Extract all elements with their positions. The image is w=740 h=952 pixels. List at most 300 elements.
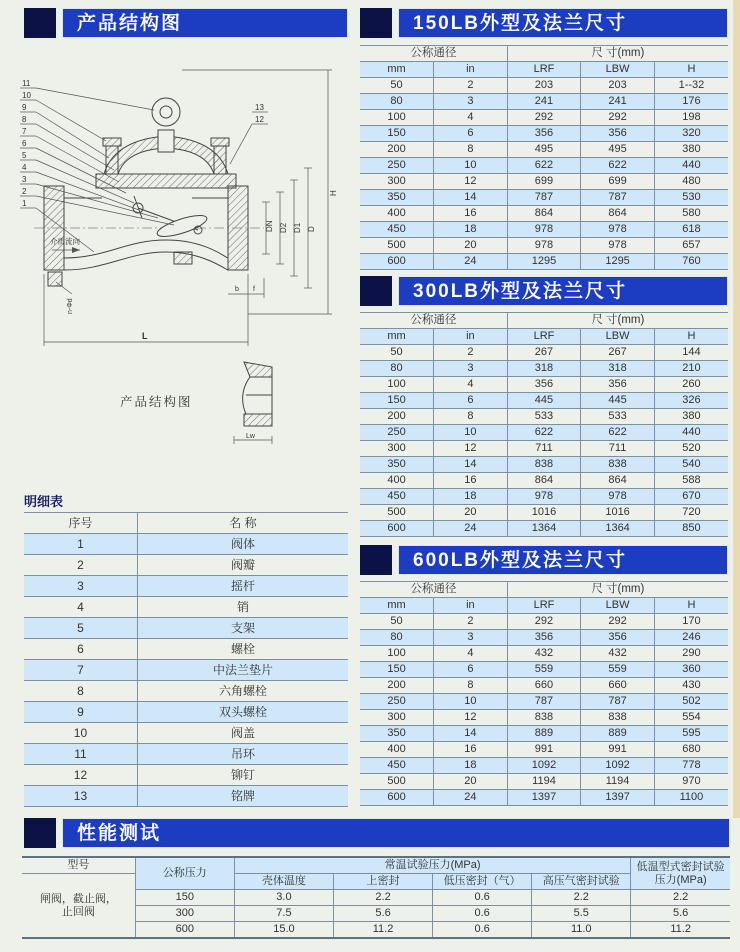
table-row — [360, 726, 728, 742]
section-title-300lb: 300LB外型及法兰尺寸 — [413, 281, 628, 302]
table-cell: 10 — [24, 723, 137, 744]
lowtemp-header: 低温型式密封试验 压力(MPa) — [631, 857, 730, 890]
table-300lb — [360, 312, 728, 537]
table-cell: 356 — [507, 377, 581, 393]
table-row — [24, 723, 348, 744]
table-cell: 4 — [434, 646, 508, 662]
table-cell: 14 — [434, 457, 508, 473]
table-cell: 430 — [654, 678, 728, 694]
table-cell: 50 — [360, 78, 434, 94]
table-cell: 3 — [434, 630, 508, 646]
model-header: 型号 — [22, 857, 135, 874]
parts-col-no: 序号 — [24, 513, 137, 534]
cell: 7.5 — [234, 906, 333, 922]
table-row — [360, 425, 728, 441]
table-cell: 554 — [654, 710, 728, 726]
table-cell: 24 — [434, 254, 508, 270]
table-row — [360, 222, 728, 238]
col-in: in — [434, 329, 508, 345]
table-cell: 250 — [360, 694, 434, 710]
col-h: H — [654, 598, 728, 614]
lifting-eye — [152, 98, 180, 126]
stud-bolt-left — [106, 146, 118, 174]
table-cell: 864 — [507, 206, 581, 222]
table-cell: 8 — [434, 678, 508, 694]
callout-label: 6 — [22, 139, 27, 148]
pressure-header: 公称压力 — [135, 857, 234, 890]
parts-list-title: 明细表 — [24, 494, 64, 509]
table-cell: 铭牌 — [137, 786, 348, 807]
table-cell: 12 — [24, 765, 137, 786]
callout-label: 3 — [22, 175, 27, 184]
table-cell: 销 — [137, 597, 348, 618]
cell: 600 — [135, 922, 234, 939]
table-cell: 150 — [360, 662, 434, 678]
table-cell: 300 — [360, 441, 434, 457]
table-cell: 24 — [434, 521, 508, 537]
callout-label: 5 — [22, 151, 27, 160]
table-cell: 400 — [360, 206, 434, 222]
table-cell: 978 — [581, 222, 655, 238]
col-lbw: LBW — [581, 62, 655, 78]
table-cell: 432 — [581, 646, 655, 662]
table-cell: 978 — [507, 222, 581, 238]
table-cell: 480 — [654, 174, 728, 190]
table-cell: 吊环 — [137, 744, 348, 765]
table-cell: 864 — [507, 473, 581, 489]
table-cell: 350 — [360, 190, 434, 206]
table-cell: 600 — [360, 790, 434, 806]
table-cell: 16 — [434, 473, 508, 489]
table-cell: 991 — [507, 742, 581, 758]
table-cell: 838 — [581, 457, 655, 473]
table-cell: 350 — [360, 726, 434, 742]
table-cell: 螺栓 — [137, 639, 348, 660]
dimension-labels — [67, 190, 338, 440]
table-row — [360, 710, 728, 726]
table-cell: 445 — [507, 393, 581, 409]
table-cell: 1397 — [581, 790, 655, 806]
shell-test-header: 壳体温度 — [234, 874, 333, 890]
table-row — [24, 618, 348, 639]
table-cell: 600 — [360, 254, 434, 270]
col-mm: mm — [360, 62, 434, 78]
section-title-performance: 性能测试 — [77, 823, 162, 844]
table-row — [360, 694, 728, 710]
lowpressure-seal-header: 低压密封（气） — [433, 874, 532, 890]
table-cell: 铆钉 — [137, 765, 348, 786]
table-row — [24, 765, 348, 786]
table-cell: 699 — [581, 174, 655, 190]
table-cell: 9 — [24, 702, 137, 723]
table-cell: 970 — [654, 774, 728, 790]
callout-label: 9 — [22, 103, 27, 112]
ambient-test-group-header: 常温试验压力(MPa) — [234, 857, 630, 874]
col-lbw: LBW — [581, 598, 655, 614]
table-cell: 450 — [360, 489, 434, 505]
table-row — [360, 158, 728, 174]
table-cell: 533 — [581, 409, 655, 425]
upper-seal-header: 上密封 — [333, 874, 432, 890]
table-row — [360, 78, 728, 94]
table-row — [360, 630, 728, 646]
table-cell: 864 — [581, 206, 655, 222]
table-cell: 1 — [24, 534, 137, 555]
table-row — [360, 126, 728, 142]
table-cell: 838 — [581, 710, 655, 726]
group-header-size: 尺 寸(mm) — [507, 582, 728, 598]
table-cell: 978 — [581, 489, 655, 505]
dim-label-l: L — [142, 331, 148, 341]
table-cell: 400 — [360, 742, 434, 758]
table-cell: 622 — [581, 158, 655, 174]
table-cell: 356 — [581, 126, 655, 142]
table-cell: 24 — [434, 790, 508, 806]
table-cell: 495 — [581, 142, 655, 158]
table-cell: 200 — [360, 678, 434, 694]
table-cell: 445 — [581, 393, 655, 409]
table-cell: 80 — [360, 94, 434, 110]
col-lbw: LBW — [581, 329, 655, 345]
table-cell: 1092 — [507, 758, 581, 774]
table-150lb — [360, 45, 728, 270]
table-cell: 6 — [434, 662, 508, 678]
table-cell: 778 — [654, 758, 728, 774]
table-cell: 440 — [654, 425, 728, 441]
table-row — [24, 534, 348, 555]
cell: 5.6 — [333, 906, 432, 922]
group-header-dn: 公称通径 — [360, 313, 507, 329]
table-cell: 502 — [654, 694, 728, 710]
col-h: H — [654, 62, 728, 78]
table-row — [24, 576, 348, 597]
group-header-dn: 公称通径 — [360, 46, 507, 62]
table-cell: 356 — [507, 126, 581, 142]
table-cell: 5 — [24, 618, 137, 639]
table-row — [360, 361, 728, 377]
table-cell: 3 — [24, 576, 137, 597]
callout-label: 11 — [22, 79, 31, 88]
table-cell: 711 — [507, 441, 581, 457]
table-cell: 8 — [434, 409, 508, 425]
table-cell: 1092 — [581, 758, 655, 774]
table-cell: 559 — [507, 662, 581, 678]
header-accent-square — [24, 818, 56, 848]
table-row — [360, 142, 728, 158]
table-row — [360, 646, 728, 662]
table-cell: 350 — [360, 457, 434, 473]
drawing-caption: 产品结构图 — [120, 395, 193, 409]
table-row — [360, 206, 728, 222]
table-cell: 200 — [360, 142, 434, 158]
group-header-dn: 公称通径 — [360, 582, 507, 598]
group-header-size: 尺 寸(mm) — [507, 313, 728, 329]
table-cell: 14 — [434, 190, 508, 206]
cell: 0.6 — [433, 922, 532, 939]
flow-arrow — [72, 247, 80, 253]
dim-label-lw: Lw — [246, 433, 255, 440]
column-header-row — [360, 598, 728, 614]
table-row — [24, 786, 348, 807]
table-cell: 699 — [507, 174, 581, 190]
table-cell: 618 — [654, 222, 728, 238]
section-header-structure — [24, 8, 348, 38]
table-600lb — [360, 581, 728, 806]
table-cell: 20 — [434, 238, 508, 254]
table-cell: 10 — [434, 425, 508, 441]
table-cell: 300 — [360, 174, 434, 190]
table-cell: 16 — [434, 206, 508, 222]
table-cell: 660 — [507, 678, 581, 694]
table-cell: 787 — [581, 190, 655, 206]
table-cell: 1016 — [581, 505, 655, 521]
table-cell: 4 — [434, 377, 508, 393]
table-row — [360, 758, 728, 774]
cell: 2.2 — [333, 890, 432, 906]
cell: 5.6 — [631, 906, 730, 922]
table-cell: 阀体 — [137, 534, 348, 555]
cell: 11.2 — [631, 922, 730, 939]
table-cell: 356 — [581, 377, 655, 393]
table-row — [360, 614, 728, 630]
table-cell: 8 — [434, 142, 508, 158]
table-cell: 198 — [654, 110, 728, 126]
table-cell: 241 — [507, 94, 581, 110]
table-row — [360, 505, 728, 521]
table-cell: 533 — [507, 409, 581, 425]
table-cell: 4 — [24, 597, 137, 618]
table-cell: 500 — [360, 774, 434, 790]
col-lrf: LRF — [507, 62, 581, 78]
table-cell: 660 — [581, 678, 655, 694]
table-cell: 559 — [581, 662, 655, 678]
callout-label: 2 — [22, 187, 27, 196]
table-row — [360, 774, 728, 790]
table-row — [360, 457, 728, 473]
table-row — [360, 521, 728, 537]
group-header-row — [360, 313, 728, 329]
table-cell: 530 — [654, 190, 728, 206]
table-cell: 中法兰垫片 — [137, 660, 348, 681]
group-header-row — [360, 582, 728, 598]
table-cell: 1016 — [507, 505, 581, 521]
table-cell: 440 — [654, 158, 728, 174]
table-row — [360, 742, 728, 758]
table-cell: 双头螺栓 — [137, 702, 348, 723]
table-cell: 622 — [507, 425, 581, 441]
table-cell: 267 — [581, 345, 655, 361]
table-row — [360, 409, 728, 425]
cell: 0.6 — [433, 890, 532, 906]
table-cell: 18 — [434, 222, 508, 238]
table-cell: 20 — [434, 774, 508, 790]
cell: 0.6 — [433, 906, 532, 922]
perf-header-row-2 — [22, 874, 730, 890]
table-cell: 978 — [581, 238, 655, 254]
section-header-performance — [24, 818, 730, 848]
table-cell: 1295 — [581, 254, 655, 270]
scan-edge-artifact — [733, 0, 740, 818]
callout-label: 7 — [22, 127, 27, 136]
header-accent-square — [24, 8, 56, 38]
table-cell: 摇杆 — [137, 576, 348, 597]
callout-label: 13 — [255, 103, 264, 112]
table-cell: 670 — [654, 489, 728, 505]
dim-label-d1: D1 — [293, 222, 302, 233]
section-title-structure: 产品结构图 — [77, 13, 183, 34]
table-cell: 267 — [507, 345, 581, 361]
parts-list-table — [24, 512, 348, 807]
table-cell: 203 — [581, 78, 655, 94]
table-cell: 760 — [654, 254, 728, 270]
table-cell: 356 — [581, 630, 655, 646]
table-cell: 978 — [507, 238, 581, 254]
table-cell: 2 — [434, 78, 508, 94]
col-in: in — [434, 598, 508, 614]
table-cell: 326 — [654, 393, 728, 409]
table-cell: 864 — [581, 473, 655, 489]
table-row — [360, 377, 728, 393]
table-cell: 380 — [654, 409, 728, 425]
table-cell: 680 — [654, 742, 728, 758]
cell: 2.2 — [631, 890, 730, 906]
callout-label: 4 — [22, 163, 27, 172]
table-cell: 1364 — [581, 521, 655, 537]
column-header-row — [360, 329, 728, 345]
table-cell: 6 — [434, 126, 508, 142]
cell: 11.0 — [532, 922, 631, 939]
table-cell: 200 — [360, 409, 434, 425]
table-cell: 292 — [581, 110, 655, 126]
table-cell: 6 — [434, 393, 508, 409]
table-cell: 838 — [507, 457, 581, 473]
table-row — [360, 393, 728, 409]
table-cell: 1364 — [507, 521, 581, 537]
table-cell: 356 — [507, 630, 581, 646]
flow-direction-label: 介质流向 — [50, 237, 80, 246]
table-cell: 3 — [434, 361, 508, 377]
table-cell: 阀瓣 — [137, 555, 348, 576]
table-cell: 13 — [24, 786, 137, 807]
table-row — [24, 597, 348, 618]
table-cell: 657 — [654, 238, 728, 254]
table-cell: 1--32 — [654, 78, 728, 94]
table-cell: 978 — [507, 489, 581, 505]
table-cell: 250 — [360, 425, 434, 441]
table-cell: 720 — [654, 505, 728, 521]
callout-label: 12 — [255, 115, 264, 124]
cell: 5.5 — [532, 906, 631, 922]
table-cell: 12 — [434, 710, 508, 726]
table-row — [24, 639, 348, 660]
table-row — [360, 238, 728, 254]
table-cell: 1295 — [507, 254, 581, 270]
section-header-300lb — [360, 276, 728, 306]
table-row — [360, 441, 728, 457]
highpressure-gas-header: 高压气密封试验 — [532, 874, 631, 890]
table-cell: 六角螺栓 — [137, 681, 348, 702]
table-cell: 580 — [654, 206, 728, 222]
table-cell: 290 — [654, 646, 728, 662]
table-row — [360, 345, 728, 361]
section-title-150lb: 150LB外型及法兰尺寸 — [413, 13, 628, 34]
weld-end-detail — [234, 362, 272, 444]
table-cell: 7 — [24, 660, 137, 681]
dim-label-h: H — [329, 190, 338, 196]
table-cell: 2 — [434, 345, 508, 361]
table-cell: 支架 — [137, 618, 348, 639]
table-cell: 150 — [360, 126, 434, 142]
table-cell: 3 — [434, 94, 508, 110]
table-cell: 12 — [434, 174, 508, 190]
parts-col-name: 名 称 — [137, 513, 348, 534]
table-cell: 292 — [507, 614, 581, 630]
table-cell: 889 — [581, 726, 655, 742]
table-row — [360, 190, 728, 206]
table-cell: 787 — [507, 694, 581, 710]
table-row — [24, 702, 348, 723]
table-cell: 18 — [434, 489, 508, 505]
cell: 15.0 — [234, 922, 333, 939]
table-cell: 170 — [654, 614, 728, 630]
table-cell: 阀盖 — [137, 723, 348, 744]
table-cell: 320 — [654, 126, 728, 142]
stud-bolt-right — [214, 146, 226, 174]
section-title-600lb: 600LB外型及法兰尺寸 — [413, 550, 628, 571]
table-cell: 360 — [654, 662, 728, 678]
section-header-600lb — [360, 545, 728, 575]
table-cell: 16 — [434, 742, 508, 758]
table-cell: 10 — [434, 158, 508, 174]
table-cell: 1100 — [654, 790, 728, 806]
table-cell: 711 — [581, 441, 655, 457]
table-cell: 991 — [581, 742, 655, 758]
table-cell: 20 — [434, 505, 508, 521]
table-cell: 246 — [654, 630, 728, 646]
table-cell: 622 — [507, 158, 581, 174]
dim-label-f: f — [253, 286, 255, 293]
table-cell: 588 — [654, 473, 728, 489]
model-value: 闸阀，截止阀， 止回阀 — [22, 874, 135, 939]
col-in: in — [434, 62, 508, 78]
table-cell: 500 — [360, 238, 434, 254]
table-cell: 210 — [654, 361, 728, 377]
table-row — [360, 678, 728, 694]
table-cell: 432 — [507, 646, 581, 662]
table-cell: 6 — [24, 639, 137, 660]
table-row — [360, 110, 728, 126]
right-flange — [228, 186, 248, 270]
cell: 300 — [135, 906, 234, 922]
callout-label: 8 — [22, 115, 27, 124]
col-mm: mm — [360, 598, 434, 614]
table-cell: 2 — [434, 614, 508, 630]
table-cell: 838 — [507, 710, 581, 726]
perf-header-row-1 — [22, 857, 730, 874]
table-cell: 318 — [507, 361, 581, 377]
table-cell: 850 — [654, 521, 728, 537]
table-row — [24, 681, 348, 702]
table-cell: 250 — [360, 158, 434, 174]
dim-label-d2: D2 — [279, 222, 288, 233]
table-row — [360, 94, 728, 110]
table-cell: 380 — [654, 142, 728, 158]
table-cell: 10 — [434, 694, 508, 710]
valve-structure-drawing — [6, 46, 354, 486]
table-cell: 203 — [507, 78, 581, 94]
table-cell: 260 — [654, 377, 728, 393]
cell: 150 — [135, 890, 234, 906]
